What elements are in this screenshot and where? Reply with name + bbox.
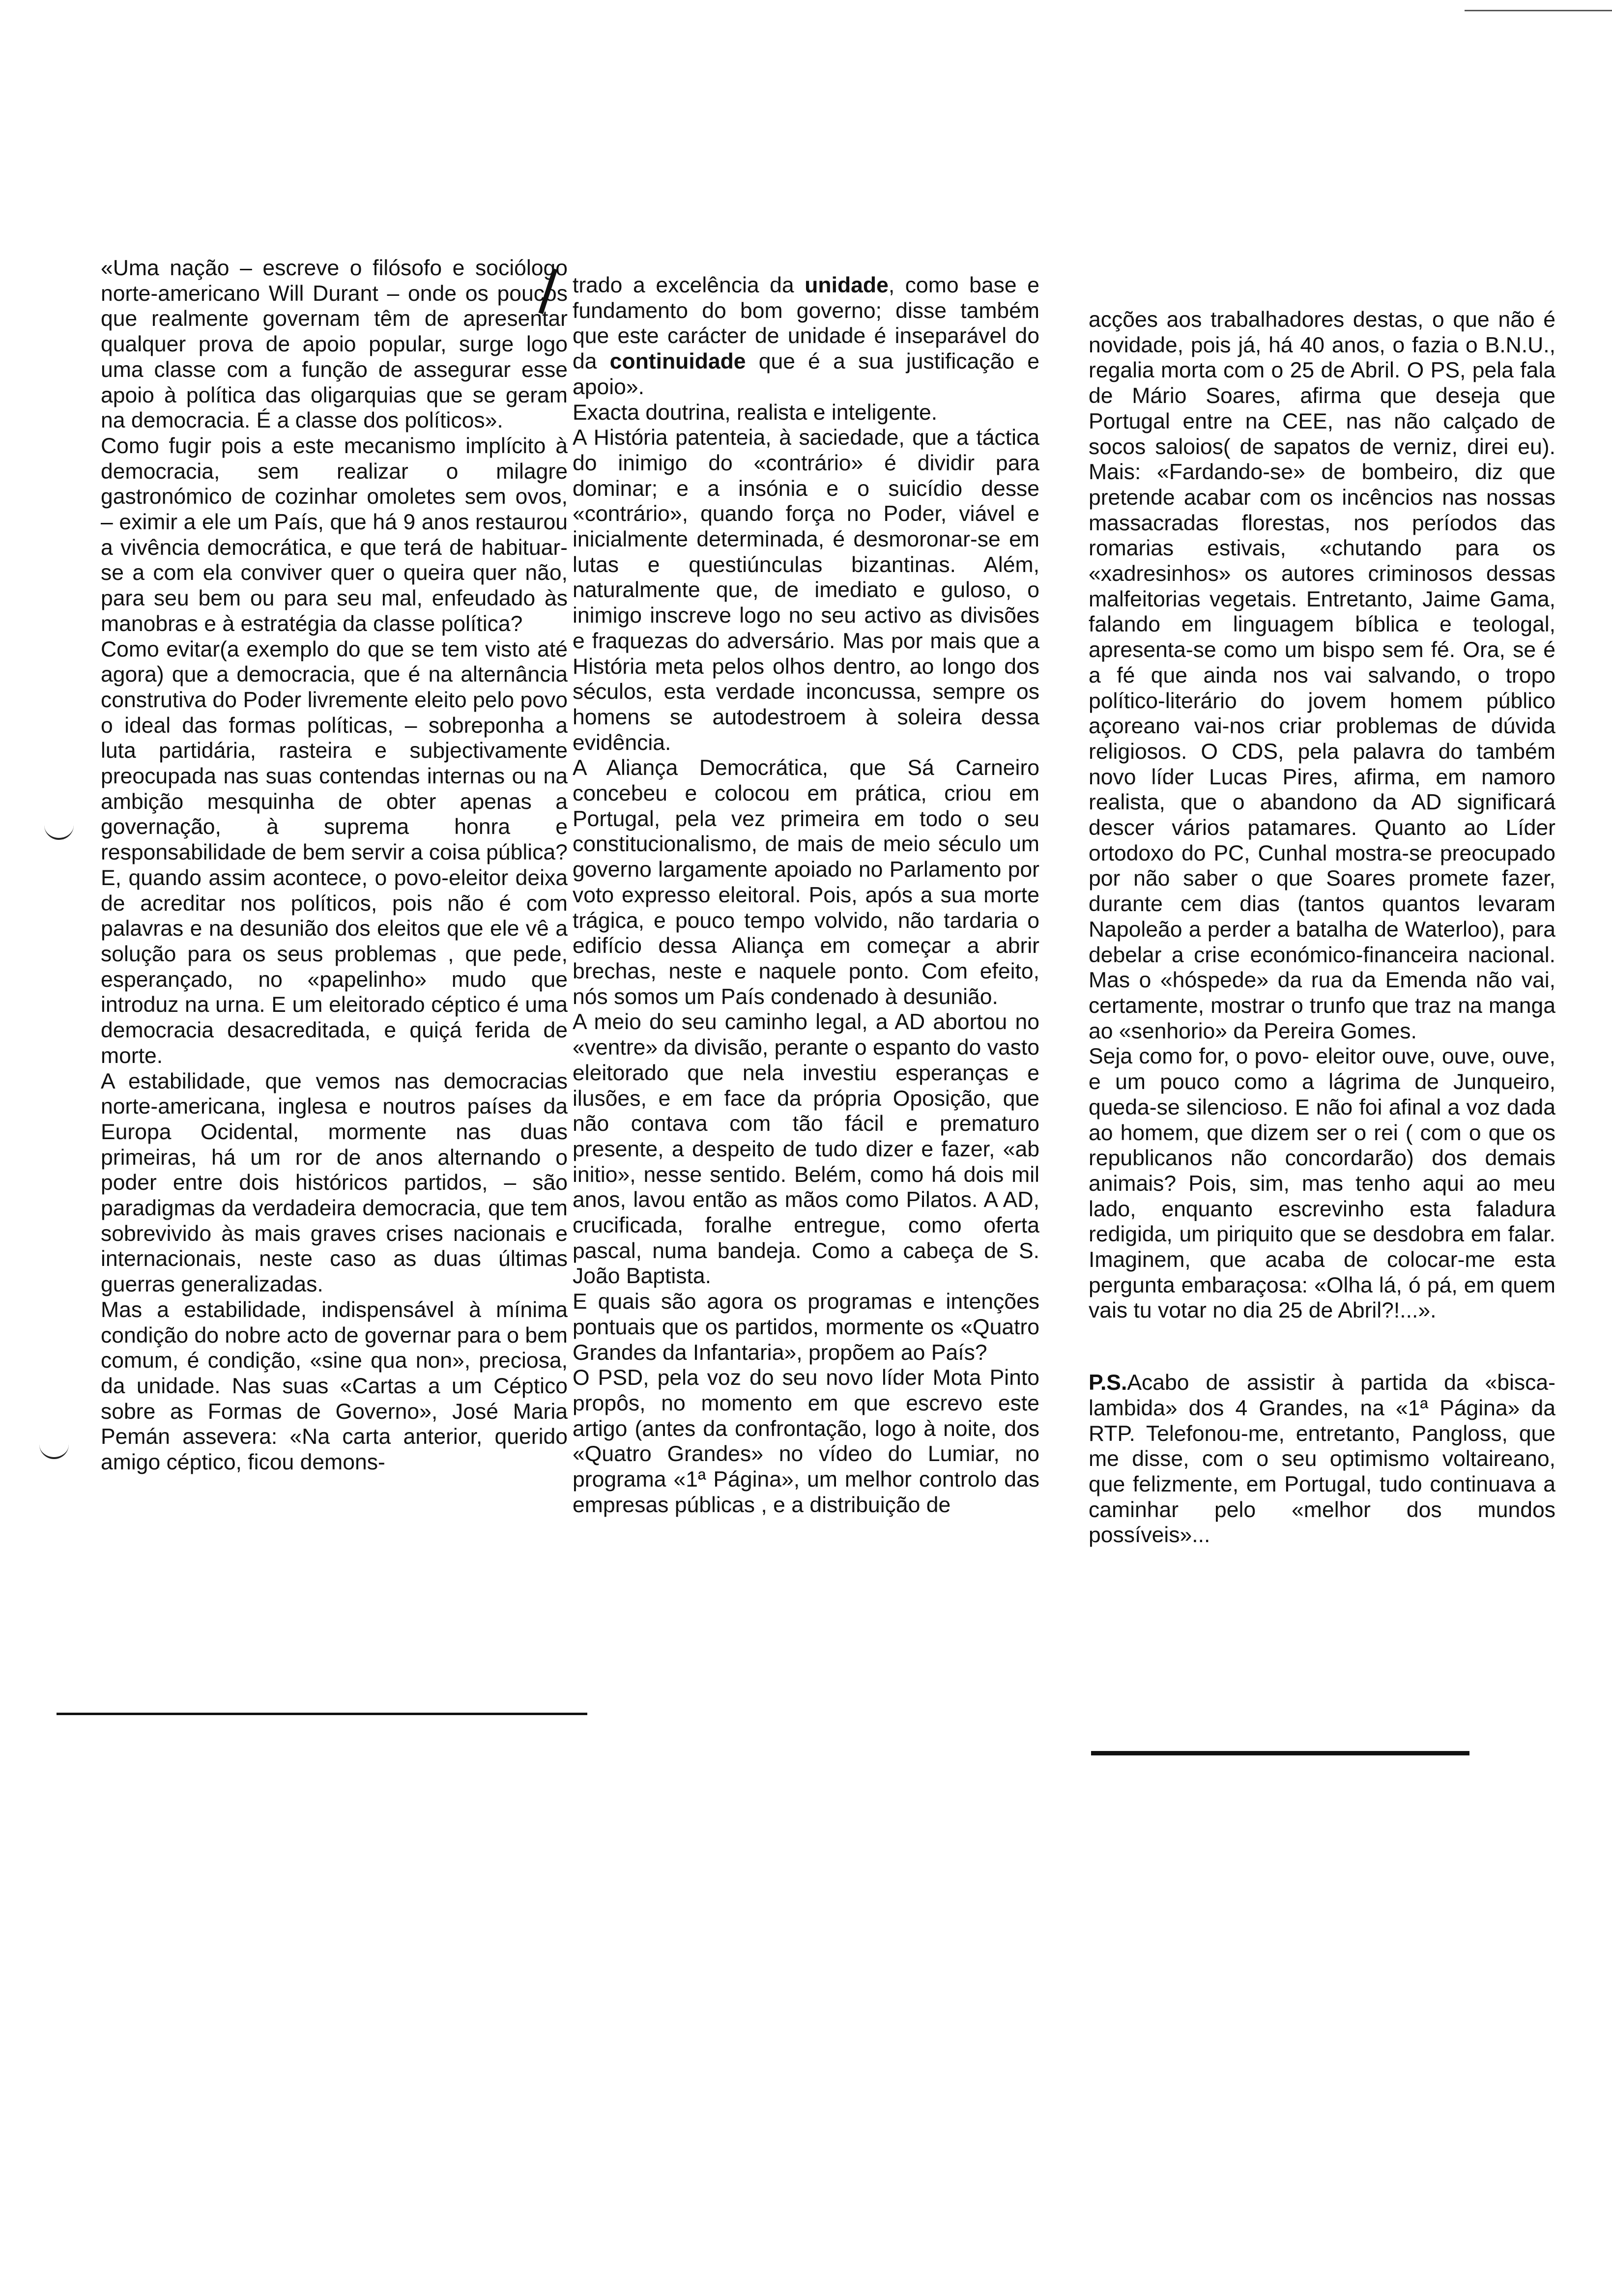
emphasis-unidade: unidade bbox=[805, 273, 889, 297]
paragraph: E, quando assim acontece, o povo-eleitor deixa de acreditar nos políticos, pois não é com palavras e na desunião dos eleitos que ele vê a solução para os seus problemas , que pede, esperançado, no «papelinho» mudo que introduz na urna. E um eleitorado céptico é uma democracia desacreditada, e quiçá ferida de morte. bbox=[101, 865, 568, 1068]
top-edge-rule bbox=[1465, 10, 1612, 11]
paragraph: «Uma nação – escreve o filósofo e sociólogo norte-americano Will Durant – onde os poucos que realmente governam têm de apresentar qualquer prova de apoio popular, surge logo uma classe com a função de assegurar esse apoio à política das oligarquias que se geram na democracia. É a classe dos políticos». bbox=[101, 256, 568, 433]
paragraph: Exacta doutrina, realista e inteligente. bbox=[573, 400, 938, 425]
paragraph: acções aos trabalhadores destas, o que não é novidade, pois já, há 40 anos, o fazia o B.N.U., regalia morta com o 25 de Abril. O PS, pela fala de Mário Soares, afirma que deseja que Portugal entre na CEE, nas não calçado de socos saloios( de sapatos de verniz, direi eu). Mais: «Fardando-se» de bombeiro, diz que pretende acabar com os incêncios nas nossas massacradas florestas, nos períodos das romarias estivais, «chutando para os «xadresinhos» os autores criminosos dessas malfeitorias vegetais. Entretanto, Jaime Gama, falando em linguagem bíblica e teologal, apresenta-se como um bispo sem fé. Ora, se é a fé que ainda nos vai salvando, o tropo político-literário do jovem homem público açoreano vai-nos criar problemas de dúvida religiosos. O CDS, pela palavra do também novo líder Lucas Pires, afirma, em namoro realista, que o abandono da AD significará descer vários patamares. Quanto ao Líder ortodoxo do PC, Cunhal mostra-se preocupado por não saber o que Soares promete fazer, durante cem dias (tantos quantos levaram Napoleão a perder a batalha de Waterloo), para debelar a crise económico-financeira nacional. Mas o «hóspede» da rua da Emenda não vai, certamente, mostrar o trunfo que traz na manga ao «senhorio» da Pereira Gomes. bbox=[1089, 308, 1555, 1043]
emphasis-continuidade: continuidade bbox=[609, 349, 746, 374]
paragraph: A estabilidade, que vemos nas democracias norte-americana, inglesa e noutros países da Europa Ocidental, mormente nas duas primeiras, há um ror de anos alternando o poder entre dois históricos partidos, – são paradigmas da verdadeira democracia, que tem sobrevivido às mais graves crises nacionais e internacionais, neste caso as duas últimas guerras generalizadas. bbox=[101, 1069, 568, 1297]
paragraph: trado a excelência da unidade, como base e fundamento do bom governo; disse também que este carácter de unidade é inseparável do da continuidade que é a sua justificação e apoio». bbox=[573, 273, 1039, 399]
paragraph: O PSD, pela voz do seu novo líder Mota Pinto propôs, no momento em que escrevo este artigo (antes da confrontação, logo à noite, dos «Quatro Grandes» no vídeo do Lumiar, no programa «1ª Página», um melhor controlo das empresas públicas , e a distribuição de bbox=[573, 1366, 1039, 1517]
article-column-2 bbox=[573, 273, 1039, 1518]
paragraph: A meio do seu caminho legal, a AD abortou no «ventre» da divisão, perante o espanto do vasto eleitorado que nela investiu esperanças e ilusões, e em face da própria Oposição, que não contava com tão fácil e prematuro presente, a despeito de tudo dizer e fazer, «ab initio», nesse sentido. Belém, como há dois mil anos, lavou então as mãos como Pilatos. A AD, crucificada, foralhe entregue, como oferta pascal, numa bandeja. Como a cabeça de S. João Baptista. bbox=[573, 1010, 1039, 1289]
postscript-text: Acabo de assistir à partida da «bisca-lambida» dos 4 Grandes, na «1ª Página» da RTP. Telefonou-me, entretanto, Pangloss, que me disse, com o seu optimismo voltaireano, que felizmente, em Portugal, tudo continuava a caminhar pelo «melhor dos mundos possíveis»... bbox=[1089, 1371, 1555, 1548]
margin-bracket-mark bbox=[44, 823, 74, 840]
column-end-rule bbox=[57, 1713, 587, 1715]
postscript bbox=[1089, 1370, 1555, 1548]
margin-bracket-mark bbox=[39, 1442, 69, 1459]
paragraph: A História patenteia, à saciedade, que a táctica do inimigo do «contrário» é dividir para dominar; e a insónia e o suicídio desse «contrário», quando força no Poder, viável e inicialmente determinada, é desmoronar-se em lutas e questiúnculas bizantinas. Além, naturalmente que, de imediato e guloso, o inimigo inscreve logo no seu activo as divisões e fraquezas do adversário. Mas por mais que a História meta pelos olhos dentro, ao longo dos séculos, esta verdade inconcussa, sempre os homens se autodestroem à soleira dessa evidência. bbox=[573, 426, 1039, 755]
paragraph: Como fugir pois a este mecanismo implícito à democracia, sem realizar o milagre gastronómico de cozinhar omoletes sem ovos, – eximir a ele um País, que há 9 anos restaurou a vivência democrática, e que terá de habituar-se a com ela conviver quer o queira quer não, para seu bem ou para seu mal, enfeudado às manobras e à estratégia da classe política? bbox=[101, 433, 568, 636]
paragraph: Como evitar(a exemplo do que se tem visto até agora) que a democracia, que é na alternância construtiva do Poder livremente eleito pelo povo o ideal das formas políticas, – sobreponha a luta partidária, rasteira e subjectivamente preocupada nas suas contendas internas ou na ambição mesquinha de obter apenas a governação, à suprema honra e responsabilidade de bem servir a coisa pública? bbox=[101, 637, 568, 865]
article-end-rule bbox=[1091, 1751, 1469, 1755]
paragraph: Seja como for, o povo- eleitor ouve, ouve, ouve, e um pouco como a lágrima de Junqueiro, queda-se silencioso. E não foi afinal a voz dada ao homem, que dizem ser o rei ( com o que os republicanos não concordarão) dos demais animais? Pois, sim, mas tenho aqui ao meu lado, enquanto escrevinho esta faladura redigida, um piriquito que se desdobra em falar. Imaginem, que acaba de colocar-me esta pergunta embaraçosa: «Olha lá, ó pá, em quem vais tu votar no dia 25 de Abril?!...». bbox=[1089, 1044, 1555, 1323]
paragraph: E quais são agora os programas e intenções pontuais que os partidos, mormente os «Quatro Grandes da Infantaria», propõem ao País? bbox=[573, 1290, 1039, 1365]
paragraph: A Aliança Democrática, que Sá Carneiro concebeu e colocou em prática, criou em Portugal, pela vez primeira em todo o seu constitucionalismo, de mais de meio século um governo largamente apoiado no Parlamento por voto expresso eleitoral. Pois, após a sua morte trágica, e pouco tempo volvido, não tardaria o edifício dessa Aliança em começar a abrir brechas, neste e naquele ponto. Com efeito, nós somos um País condenado à desunião. bbox=[573, 756, 1039, 1009]
paragraph: Mas a estabilidade, indispensável à mínima condição do nobre acto de governar para o bem comum, é condição, «sine qua non», preciosa, da unidade. Nas suas «Cartas a um Céptico sobre as Formas de Governo», José Maria Pemán assevera: «Na carta anterior, querido amigo céptico, ficou demons- bbox=[101, 1297, 568, 1475]
article-column-3 bbox=[1089, 307, 1555, 1548]
article-column-1 bbox=[101, 256, 568, 1475]
postscript-label: P.S. bbox=[1089, 1371, 1127, 1395]
